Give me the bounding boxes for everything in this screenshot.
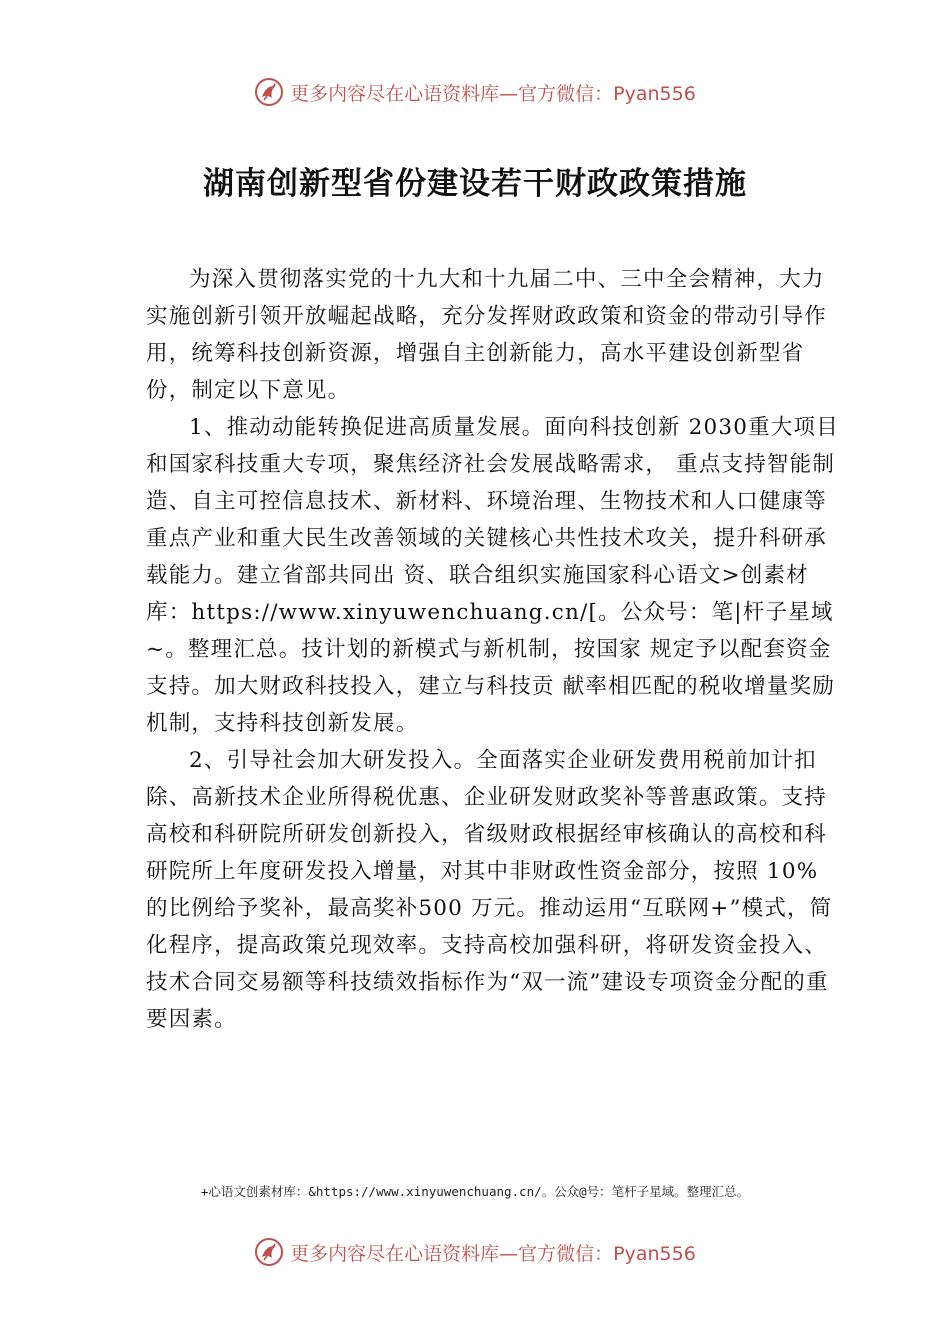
paragraph-item-1: 1、推动动能转换促进高质量发展。面向科技创新 2030重大项目和国家科技重大专项，聚焦经济社会发展战略需求， 重点支持智能制造、自主可控信息技术、新材料、环境治理、生物技术和人口健康等重点产业和重大民生改善领域的关键核心共性技术攻关，提升科研承载能力。建立省部共同出 资、联合组织实施国家科心语文>创素材库：https://www.xinyuwenchuang.cn/[。公众号：笔|杆子星域~。整理汇总。技计划的新模式与新机制，按国家 规定予以配套资金支持。加大财政科技投入，建立与科技贡 献率相匹配的税收增量奖励机制，支持科技创新发展。 — [146, 415, 839, 736]
footer-banner — [0, 1234, 950, 1270]
header-banner-text: 更多内容尽在心语资料库—官方微信：Pyan556 — [290, 82, 696, 105]
footnote: +心语文创素材库：&https://www.xinyuwenchuang.cn/。公众@号：笔杆子星域。整理汇总。 — [200, 1184, 750, 1199]
seal-logo-icon — [254, 1237, 284, 1267]
document-body — [146, 261, 840, 1038]
footer-banner-text: 更多内容尽在心语资料库—官方微信：Pyan556 — [290, 1242, 696, 1265]
header-banner — [0, 74, 950, 110]
paragraph-intro: 为深入贯彻落实党的十九大和十九届二中、三中全会精神，大力实施创新引领开放崛起战略，充分发挥财政政策和资金的带动引导作用，统筹科技创新资源，增强自主创新能力，高水平建设创新型省份，制定以下意见。 — [146, 267, 828, 403]
paragraph-item-2: 2、引导社会加大研发投入。全面落实企业研发费用税前加计扣除、高新技术企业所得税优惠、企业研发财政奖补等普惠政策。支持高校和科研院所研发创新投入，省级财政根据经审核确认的高校和科研院所上年度研发投入增量，对其中非财政性资金部分，按照 10%的比例给予奖补，最高奖补500 万元。推动运用“互联网+”模式，简化程序，提高政策兑现效率。支持高校加强科研，将研发资金投入、技术合同交易额等科技绩效指标作为“双一流”建设专项资金分配的重要因素。 — [146, 748, 833, 1032]
document-title: 湖南创新型省份建设若干财政政策措施 — [203, 166, 747, 202]
seal-logo-icon — [254, 77, 284, 107]
